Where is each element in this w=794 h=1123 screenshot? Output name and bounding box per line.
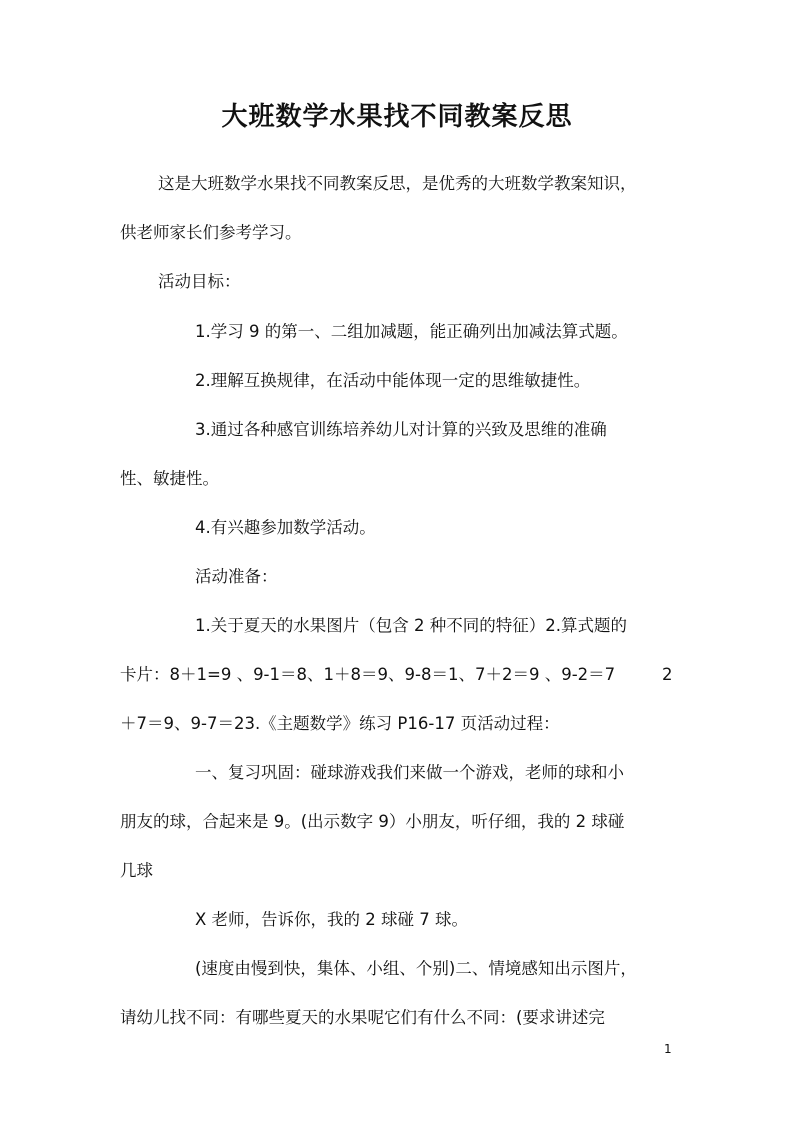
goal-item-3: 3.通过各种感官训练培养幼儿对计算的兴致及思维的准确 xyxy=(195,420,607,439)
goal-item-1: 1.学习 9 的第一、二组加减题，能正确列出加减法算式题。 xyxy=(195,322,628,341)
section-heading-preparation: 活动准备： xyxy=(195,567,278,586)
process-line-6: 请幼儿找不同：有哪些夏天的水果呢它们有什么不同：(要求讲述完 xyxy=(120,1008,605,1027)
goal-item-4: 4.有兴趣参加数学活动。 xyxy=(195,518,376,537)
goal-item-3-continued: 性、敏捷性。 xyxy=(120,469,219,488)
page-number: 1 xyxy=(664,1042,672,1056)
preparation-line-2-end: 2 xyxy=(662,665,673,684)
section-heading-goals: 活动目标： xyxy=(158,272,241,291)
goal-item-2: 2.理解互换规律，在活动中能体现一定的思维敏捷性。 xyxy=(195,371,591,390)
process-line-4: X 老师，告诉你，我的 2 球碰 7 球。 xyxy=(195,910,469,929)
document-title: 大班数学水果找不同教案反思 xyxy=(221,102,573,132)
preparation-line-3: ＋7＝9、9-7＝23.《主题数学》练习 P16-17 页活动过程： xyxy=(120,714,560,733)
preparation-line-2: 卡片：8＋1=9 、9-1＝8、1＋8＝9、9-8＝1、7＋2＝9 、9-2＝7 xyxy=(120,665,616,684)
process-line-3: 几球 xyxy=(120,861,153,880)
process-line-5: (速度由慢到快，集体、小组、个别)二、情境感知出示图片， xyxy=(195,959,637,978)
paragraph-line-1: 这是大班数学水果找不同教案反思，是优秀的大班数学教案知识， xyxy=(158,174,637,193)
process-line-2: 朋友的球，合起来是 9。(出示数字 9）小朋友，听仔细，我的 2 球碰 xyxy=(120,812,625,831)
process-line-1: 一、复习巩固：碰球游戏我们来做一个游戏，老师的球和小 xyxy=(195,763,624,782)
paragraph-line-2: 供老师家长们参考学习。 xyxy=(120,223,302,242)
preparation-line-1: 1.关于夏天的水果图片（包含 2 种不同的特征）2.算式题的 xyxy=(195,616,627,635)
